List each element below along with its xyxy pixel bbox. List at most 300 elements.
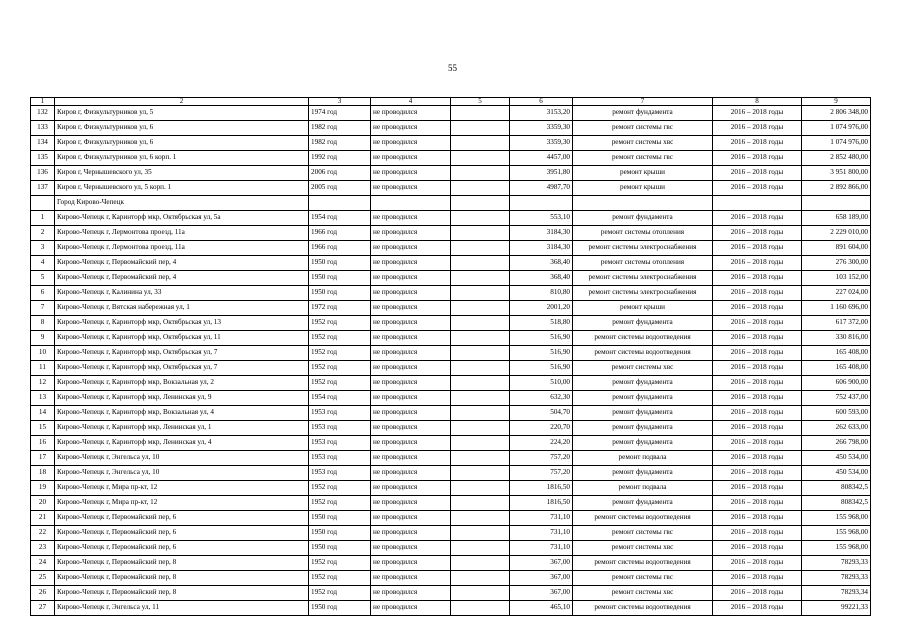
area-cell: 3359,30 <box>510 121 573 136</box>
table-row <box>31 406 871 421</box>
row-number: 133 <box>31 121 55 136</box>
period-cell: 2016 – 2018 годы <box>713 346 802 361</box>
inspection-cell: не проводился <box>371 421 451 436</box>
inspection-cell: не проводился <box>371 436 451 451</box>
address-cell: Кирово-Чепецк г, Энгельса ул, 10 <box>55 451 309 466</box>
column-5-cell <box>451 316 510 331</box>
area-cell: 3951,80 <box>510 166 573 181</box>
cost-cell: 600 593,00 <box>802 406 871 421</box>
work-type-cell: ремонт фундамента <box>573 376 713 391</box>
row-number: 15 <box>31 421 55 436</box>
address-cell: Киров г, Физкультурников ул, 5 <box>55 106 309 121</box>
period-cell: 2016 – 2018 годы <box>713 151 802 166</box>
inspection-cell: не проводился <box>371 241 451 256</box>
cost-cell: 103 152,00 <box>802 271 871 286</box>
period-cell: 2016 – 2018 годы <box>713 466 802 481</box>
area-cell: 4987,70 <box>510 181 573 196</box>
year-cell: 1992 год <box>309 151 371 166</box>
work-type-cell: ремонт системы электроснабжения <box>573 241 713 256</box>
row-number: 17 <box>31 451 55 466</box>
cost-cell: 2 229 010,00 <box>802 226 871 241</box>
cost-cell: 78293,33 <box>802 571 871 586</box>
table-row <box>31 166 871 181</box>
column-5-cell <box>451 211 510 226</box>
column-5-cell <box>451 511 510 526</box>
period-cell: 2016 – 2018 годы <box>713 331 802 346</box>
col-header-2: 2 <box>55 98 309 106</box>
column-5-cell <box>451 151 510 166</box>
cost-cell: 606 900,00 <box>802 376 871 391</box>
address-cell: Город Кирово-Чепецк <box>55 196 309 211</box>
table-row <box>31 586 871 601</box>
work-type-cell: ремонт системы отопления <box>573 226 713 241</box>
address-cell: Кирово-Чепецк г, Первомайский пер, 8 <box>55 586 309 601</box>
column-5-cell <box>451 436 510 451</box>
year-cell: 1953 год <box>309 406 371 421</box>
work-type-cell: ремонт системы гвс <box>573 571 713 586</box>
table-row <box>31 241 871 256</box>
year-cell: 1950 год <box>309 511 371 526</box>
address-cell: Кирово-Чепецк г, Энгельса ул, 11 <box>55 601 309 616</box>
row-number: 136 <box>31 166 55 181</box>
cost-cell: 617 372,00 <box>802 316 871 331</box>
period-cell: 2016 – 2018 годы <box>713 406 802 421</box>
year-cell: 1952 год <box>309 346 371 361</box>
inspection-cell <box>371 196 451 211</box>
table-row <box>31 436 871 451</box>
row-number <box>31 196 55 211</box>
cost-cell: 227 024,00 <box>802 286 871 301</box>
cost-cell: 752 437,00 <box>802 391 871 406</box>
table-row <box>31 106 871 121</box>
cost-cell: 330 816,00 <box>802 331 871 346</box>
work-type-cell: ремонт системы хвс <box>573 541 713 556</box>
area-cell: 2001,20 <box>510 301 573 316</box>
cost-cell: 658 189,00 <box>802 211 871 226</box>
address-cell: Кирово-Чепецк г, Первомайский пер, 6 <box>55 526 309 541</box>
table-row <box>31 571 871 586</box>
row-number: 26 <box>31 586 55 601</box>
year-cell: 1953 год <box>309 451 371 466</box>
table-row <box>31 331 871 346</box>
area-cell: 632,30 <box>510 391 573 406</box>
column-5-cell <box>451 406 510 421</box>
year-cell: 1952 год <box>309 586 371 601</box>
inspection-cell: не проводился <box>371 481 451 496</box>
address-cell: Кирово-Чепецк г, Мира пр-кт, 12 <box>55 496 309 511</box>
work-type-cell: ремонт системы водоотведения <box>573 346 713 361</box>
inspection-cell: не проводился <box>371 271 451 286</box>
table-row <box>31 301 871 316</box>
table-row <box>31 451 871 466</box>
column-number-row <box>31 98 871 106</box>
row-number: 8 <box>31 316 55 331</box>
area-cell: 810,80 <box>510 286 573 301</box>
address-cell: Кирово-Чепецк г, Каринторф мкр, Октябрьская ул, 11 <box>55 331 309 346</box>
table-row <box>31 196 871 211</box>
column-5-cell <box>451 571 510 586</box>
work-type-cell: ремонт фундамента <box>573 496 713 511</box>
table-row <box>31 256 871 271</box>
row-number: 9 <box>31 331 55 346</box>
capital-repair-table <box>30 97 871 616</box>
year-cell: 1952 год <box>309 571 371 586</box>
cost-cell: 276 300,00 <box>802 256 871 271</box>
table-row <box>31 151 871 166</box>
table-row <box>31 601 871 616</box>
work-type-cell: ремонт фундамента <box>573 211 713 226</box>
work-type-cell: ремонт системы электроснабжения <box>573 286 713 301</box>
cost-cell: 1 160 696,00 <box>802 301 871 316</box>
inspection-cell: не проводился <box>371 226 451 241</box>
year-cell: 1952 год <box>309 316 371 331</box>
address-cell: Кирово-Чепецк г, Каринторф мкр, Октябрьская ул, 7 <box>55 346 309 361</box>
period-cell: 2016 – 2018 годы <box>713 271 802 286</box>
work-type-cell: ремонт системы отопления <box>573 256 713 271</box>
column-5-cell <box>451 601 510 616</box>
address-cell: Киров г, Физкультурников ул, 6 корп. 1 <box>55 151 309 166</box>
inspection-cell: не проводился <box>371 151 451 166</box>
table-row <box>31 556 871 571</box>
cost-cell: 808342,5 <box>802 496 871 511</box>
inspection-cell: не проводился <box>371 406 451 421</box>
work-type-cell: ремонт фундамента <box>573 406 713 421</box>
col-header-6: 6 <box>510 98 573 106</box>
address-cell: Киров г, Чернышевского ул, 35 <box>55 166 309 181</box>
column-5-cell <box>451 451 510 466</box>
address-cell: Кирово-Чепецк г, Первомайский пер, 4 <box>55 256 309 271</box>
row-number: 11 <box>31 361 55 376</box>
col-header-5: 5 <box>451 98 510 106</box>
table-row <box>31 511 871 526</box>
row-number: 10 <box>31 346 55 361</box>
cost-cell: 165 408,00 <box>802 346 871 361</box>
period-cell <box>713 196 802 211</box>
area-cell: 367,00 <box>510 571 573 586</box>
work-type-cell: ремонт системы хвс <box>573 361 713 376</box>
year-cell: 1952 год <box>309 556 371 571</box>
period-cell: 2016 – 2018 годы <box>713 226 802 241</box>
cost-cell: 3 951 800,00 <box>802 166 871 181</box>
period-cell: 2016 – 2018 годы <box>713 481 802 496</box>
row-number: 25 <box>31 571 55 586</box>
column-5-cell <box>451 376 510 391</box>
address-cell: Кирово-Чепецк г, Лермонтова проезд, 11а <box>55 241 309 256</box>
table-row <box>31 481 871 496</box>
column-5-cell <box>451 481 510 496</box>
inspection-cell: не проводился <box>371 166 451 181</box>
address-cell: Кирово-Чепецк г, Каринторф мкр, Октябрьская ул, 13 <box>55 316 309 331</box>
table-row <box>31 496 871 511</box>
inspection-cell: не проводился <box>371 451 451 466</box>
address-cell: Кирово-Чепецк г, Лермонтова проезд, 11а <box>55 226 309 241</box>
period-cell: 2016 – 2018 годы <box>713 286 802 301</box>
column-5-cell <box>451 121 510 136</box>
address-cell: Кирово-Чепецк г, Каринторф мкр, Вокзальная ул, 4 <box>55 406 309 421</box>
row-number: 134 <box>31 136 55 151</box>
inspection-cell: не проводился <box>371 496 451 511</box>
work-type-cell: ремонт крыши <box>573 181 713 196</box>
table-row <box>31 421 871 436</box>
year-cell: 1974 год <box>309 106 371 121</box>
column-5-cell <box>451 181 510 196</box>
period-cell: 2016 – 2018 годы <box>713 181 802 196</box>
inspection-cell: не проводился <box>371 301 451 316</box>
area-cell: 3359,30 <box>510 136 573 151</box>
period-cell: 2016 – 2018 годы <box>713 106 802 121</box>
inspection-cell: не проводился <box>371 361 451 376</box>
row-number: 135 <box>31 151 55 166</box>
table-row <box>31 466 871 481</box>
period-cell: 2016 – 2018 годы <box>713 316 802 331</box>
address-cell: Кирово-Чепецк г, Каринторф мкр, Октябрьская ул, 5а <box>55 211 309 226</box>
inspection-cell: не проводился <box>371 136 451 151</box>
row-number: 7 <box>31 301 55 316</box>
inspection-cell: не проводился <box>371 541 451 556</box>
column-5-cell <box>451 256 510 271</box>
address-cell: Кирово-Чепецк г, Калинина ул, 33 <box>55 286 309 301</box>
row-number: 2 <box>31 226 55 241</box>
work-type-cell: ремонт подвала <box>573 451 713 466</box>
area-cell: 367,00 <box>510 586 573 601</box>
cost-cell: 2 892 866,00 <box>802 181 871 196</box>
work-type-cell: ремонт фундамента <box>573 391 713 406</box>
column-5-cell <box>451 286 510 301</box>
row-number: 23 <box>31 541 55 556</box>
period-cell: 2016 – 2018 годы <box>713 511 802 526</box>
year-cell: 1952 год <box>309 361 371 376</box>
area-cell: 504,70 <box>510 406 573 421</box>
cost-cell: 155 968,00 <box>802 541 871 556</box>
column-5-cell <box>451 166 510 181</box>
table-row <box>31 286 871 301</box>
year-cell: 1953 год <box>309 466 371 481</box>
row-number: 13 <box>31 391 55 406</box>
area-cell: 510,00 <box>510 376 573 391</box>
address-cell: Кирово-Чепецк г, Вятская набережная ул, 1 <box>55 301 309 316</box>
table-row <box>31 181 871 196</box>
work-type-cell: ремонт системы гвс <box>573 121 713 136</box>
area-cell <box>510 196 573 211</box>
column-5-cell <box>451 421 510 436</box>
period-cell: 2016 – 2018 годы <box>713 391 802 406</box>
year-cell: 1950 год <box>309 601 371 616</box>
year-cell: 1953 год <box>309 421 371 436</box>
inspection-cell: не проводился <box>371 106 451 121</box>
col-header-8: 8 <box>713 98 802 106</box>
work-type-cell: ремонт фундамента <box>573 466 713 481</box>
cost-cell: 165 408,00 <box>802 361 871 376</box>
area-cell: 3184,30 <box>510 226 573 241</box>
cost-cell: 2 852 480,00 <box>802 151 871 166</box>
year-cell: 1982 год <box>309 136 371 151</box>
inspection-cell: не проводился <box>371 346 451 361</box>
inspection-cell: не проводился <box>371 466 451 481</box>
table-row <box>31 211 871 226</box>
address-cell: Кирово-Чепецк г, Энгельса ул, 10 <box>55 466 309 481</box>
cost-cell: 2 806 348,00 <box>802 106 871 121</box>
row-number: 12 <box>31 376 55 391</box>
area-cell: 1816,50 <box>510 481 573 496</box>
cost-cell: 450 534,00 <box>802 451 871 466</box>
row-number: 19 <box>31 481 55 496</box>
address-cell: Кирово-Чепецк г, Каринторф мкр, Ленинская ул, 9 <box>55 391 309 406</box>
row-number: 1 <box>31 211 55 226</box>
period-cell: 2016 – 2018 годы <box>713 436 802 451</box>
period-cell: 2016 – 2018 годы <box>713 496 802 511</box>
area-cell: 3184,30 <box>510 241 573 256</box>
year-cell: 1950 год <box>309 526 371 541</box>
year-cell: 1950 год <box>309 271 371 286</box>
col-header-3: 3 <box>309 98 371 106</box>
year-cell: 1954 год <box>309 211 371 226</box>
row-number: 24 <box>31 556 55 571</box>
work-type-cell: ремонт системы водоотведения <box>573 331 713 346</box>
cost-cell: 808342,5 <box>802 481 871 496</box>
column-5-cell <box>451 196 510 211</box>
area-cell: 220,70 <box>510 421 573 436</box>
column-5-cell <box>451 466 510 481</box>
cost-cell: 78293,34 <box>802 586 871 601</box>
inspection-cell: не проводился <box>371 511 451 526</box>
cost-cell: 78293,33 <box>802 556 871 571</box>
address-cell: Кирово-Чепецк г, Первомайский пер, 4 <box>55 271 309 286</box>
address-cell: Кирово-Чепецк г, Первомайский пер, 8 <box>55 571 309 586</box>
work-type-cell: ремонт фундамента <box>573 106 713 121</box>
inspection-cell: не проводился <box>371 526 451 541</box>
area-cell: 757,20 <box>510 451 573 466</box>
period-cell: 2016 – 2018 годы <box>713 421 802 436</box>
area-cell: 368,40 <box>510 256 573 271</box>
cost-cell <box>802 196 871 211</box>
row-number: 132 <box>31 106 55 121</box>
work-type-cell <box>573 196 713 211</box>
address-cell: Киров г, Физкультурников ул, 6 <box>55 121 309 136</box>
area-cell: 224,20 <box>510 436 573 451</box>
work-type-cell: ремонт крыши <box>573 166 713 181</box>
area-cell: 516,90 <box>510 331 573 346</box>
year-cell: 1953 год <box>309 436 371 451</box>
table-row <box>31 376 871 391</box>
row-number: 21 <box>31 511 55 526</box>
year-cell <box>309 196 371 211</box>
cost-cell: 266 798,00 <box>802 436 871 451</box>
inspection-cell: не проводился <box>371 571 451 586</box>
column-5-cell <box>451 526 510 541</box>
row-number: 4 <box>31 256 55 271</box>
area-cell: 516,90 <box>510 346 573 361</box>
period-cell: 2016 – 2018 годы <box>713 586 802 601</box>
area-cell: 731,10 <box>510 526 573 541</box>
period-cell: 2016 – 2018 годы <box>713 571 802 586</box>
table-row <box>31 526 871 541</box>
area-cell: 757,20 <box>510 466 573 481</box>
year-cell: 1966 год <box>309 226 371 241</box>
year-cell: 1966 год <box>309 241 371 256</box>
work-type-cell: ремонт системы водоотведения <box>573 601 713 616</box>
period-cell: 2016 – 2018 годы <box>713 526 802 541</box>
year-cell: 2005 год <box>309 181 371 196</box>
row-number: 5 <box>31 271 55 286</box>
period-cell: 2016 – 2018 годы <box>713 256 802 271</box>
table-row <box>31 271 871 286</box>
table-row <box>31 346 871 361</box>
col-header-9: 9 <box>802 98 871 106</box>
table-row <box>31 541 871 556</box>
inspection-cell: не проводился <box>371 316 451 331</box>
inspection-cell: не проводился <box>371 556 451 571</box>
period-cell: 2016 – 2018 годы <box>713 121 802 136</box>
period-cell: 2016 – 2018 годы <box>713 361 802 376</box>
column-5-cell <box>451 226 510 241</box>
cost-cell: 262 633,00 <box>802 421 871 436</box>
address-cell: Кирово-Чепецк г, Каринторф мкр, Октябрьская ул, 7 <box>55 361 309 376</box>
work-type-cell: ремонт системы водоотведения <box>573 556 713 571</box>
inspection-cell: не проводился <box>371 601 451 616</box>
col-header-7: 7 <box>573 98 713 106</box>
period-cell: 2016 – 2018 годы <box>713 601 802 616</box>
inspection-cell: не проводился <box>371 391 451 406</box>
address-cell: Киров г, Чернышевского ул, 5 корп. 1 <box>55 181 309 196</box>
address-cell: Кирово-Чепецк г, Мира пр-кт, 12 <box>55 481 309 496</box>
column-5-cell <box>451 541 510 556</box>
table-row <box>31 316 871 331</box>
cost-cell: 155 968,00 <box>802 511 871 526</box>
period-cell: 2016 – 2018 годы <box>713 451 802 466</box>
row-number: 3 <box>31 241 55 256</box>
row-number: 18 <box>31 466 55 481</box>
year-cell: 1954 год <box>309 391 371 406</box>
inspection-cell: не проводился <box>371 586 451 601</box>
period-cell: 2016 – 2018 годы <box>713 136 802 151</box>
area-cell: 731,10 <box>510 511 573 526</box>
table-body <box>31 98 871 616</box>
period-cell: 2016 – 2018 годы <box>713 556 802 571</box>
area-cell: 516,90 <box>510 361 573 376</box>
column-5-cell <box>451 346 510 361</box>
period-cell: 2016 – 2018 годы <box>713 376 802 391</box>
inspection-cell: не проводился <box>371 181 451 196</box>
work-type-cell: ремонт фундамента <box>573 421 713 436</box>
inspection-cell: не проводился <box>371 286 451 301</box>
inspection-cell: не проводился <box>371 376 451 391</box>
work-type-cell: ремонт системы хвс <box>573 586 713 601</box>
period-cell: 2016 – 2018 годы <box>713 241 802 256</box>
year-cell: 1952 год <box>309 481 371 496</box>
column-5-cell <box>451 331 510 346</box>
period-cell: 2016 – 2018 годы <box>713 166 802 181</box>
column-5-cell <box>451 586 510 601</box>
table-row <box>31 136 871 151</box>
column-5-cell <box>451 496 510 511</box>
work-type-cell: ремонт системы гвс <box>573 151 713 166</box>
row-number: 27 <box>31 601 55 616</box>
address-cell: Киров г, Физкультурников ул, 6 <box>55 136 309 151</box>
address-cell: Кирово-Чепецк г, Каринторф мкр, Ленинская ул, 4 <box>55 436 309 451</box>
table-row <box>31 121 871 136</box>
period-cell: 2016 – 2018 годы <box>713 211 802 226</box>
year-cell: 1950 год <box>309 541 371 556</box>
row-number: 20 <box>31 496 55 511</box>
year-cell: 2006 год <box>309 166 371 181</box>
year-cell: 1982 год <box>309 121 371 136</box>
col-header-4: 4 <box>371 98 451 106</box>
work-type-cell: ремонт фундамента <box>573 436 713 451</box>
row-number: 16 <box>31 436 55 451</box>
inspection-cell: не проводился <box>371 256 451 271</box>
cost-cell: 1 074 976,00 <box>802 121 871 136</box>
year-cell: 1950 год <box>309 256 371 271</box>
